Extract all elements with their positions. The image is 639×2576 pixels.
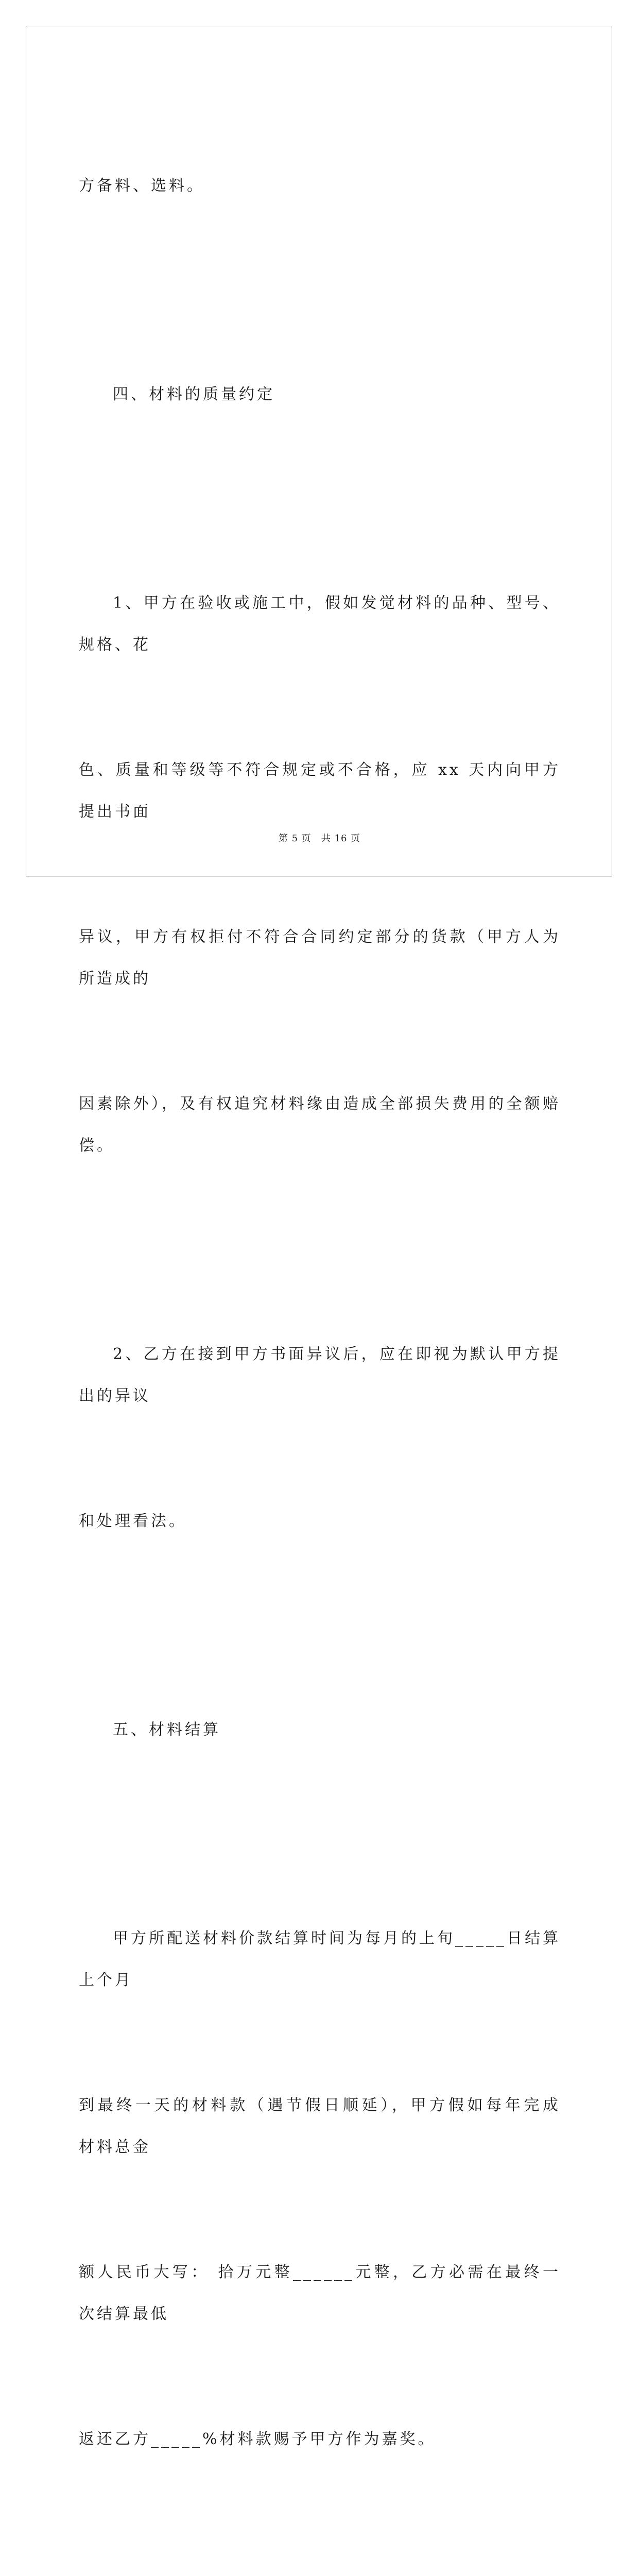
paragraph-settlement bbox=[79, 1834, 568, 2544]
text-line: 五、材料结算 bbox=[113, 1721, 221, 1739]
section-heading-settlement bbox=[79, 1625, 561, 1834]
text-line: 和处理看法。 bbox=[79, 1512, 187, 1530]
text-line: 四、材料的质量约定 bbox=[113, 385, 275, 403]
text-line: 方备料、选料。 bbox=[79, 177, 205, 195]
section-heading-liability bbox=[79, 2544, 561, 2576]
section-heading-quality bbox=[79, 290, 561, 499]
document-body bbox=[79, 81, 568, 2576]
text-line: 色、质量和等级等不符合规定或不合格，应 xx 天内向甲方提出书面 bbox=[79, 761, 561, 821]
paragraph-quality-1 bbox=[79, 499, 561, 1250]
text-line: 甲方所配送材料价款结算时间为每月的上旬_____日结算上个月 bbox=[79, 1929, 561, 1989]
paragraph-quality-2 bbox=[79, 1250, 561, 1625]
text-line: 返还乙方_____%材料款赐予甲方作为嘉奖。 bbox=[79, 2430, 436, 2448]
text-line: 额人民币大写： 拾万元整______元整，乙方必需在最终一次结算最低 bbox=[79, 2263, 561, 2323]
page-number-footer: 第 5 页 共 16 页 bbox=[278, 833, 361, 844]
paragraph-continuation bbox=[79, 81, 561, 290]
text-line: 2、乙方在接到甲方书面异议后，应在即视为默认甲方提出的异议 bbox=[79, 1345, 561, 1405]
text-line: 1、甲方在验收或施工中，假如发觉材料的品种、型号、规格、花 bbox=[79, 594, 561, 654]
text-line: 到最终一天的材料款（遇节假日顺延），甲方假如每年完成 材料总金 bbox=[79, 2096, 568, 2156]
text-line: 因素除外），及有权追究材料缘由造成全部损失费用的全额赔偿。 bbox=[79, 1095, 561, 1155]
text-line: 异议，甲方有权拒付不符合合同约定部分的货款（甲方人为所造成的 bbox=[79, 928, 561, 988]
